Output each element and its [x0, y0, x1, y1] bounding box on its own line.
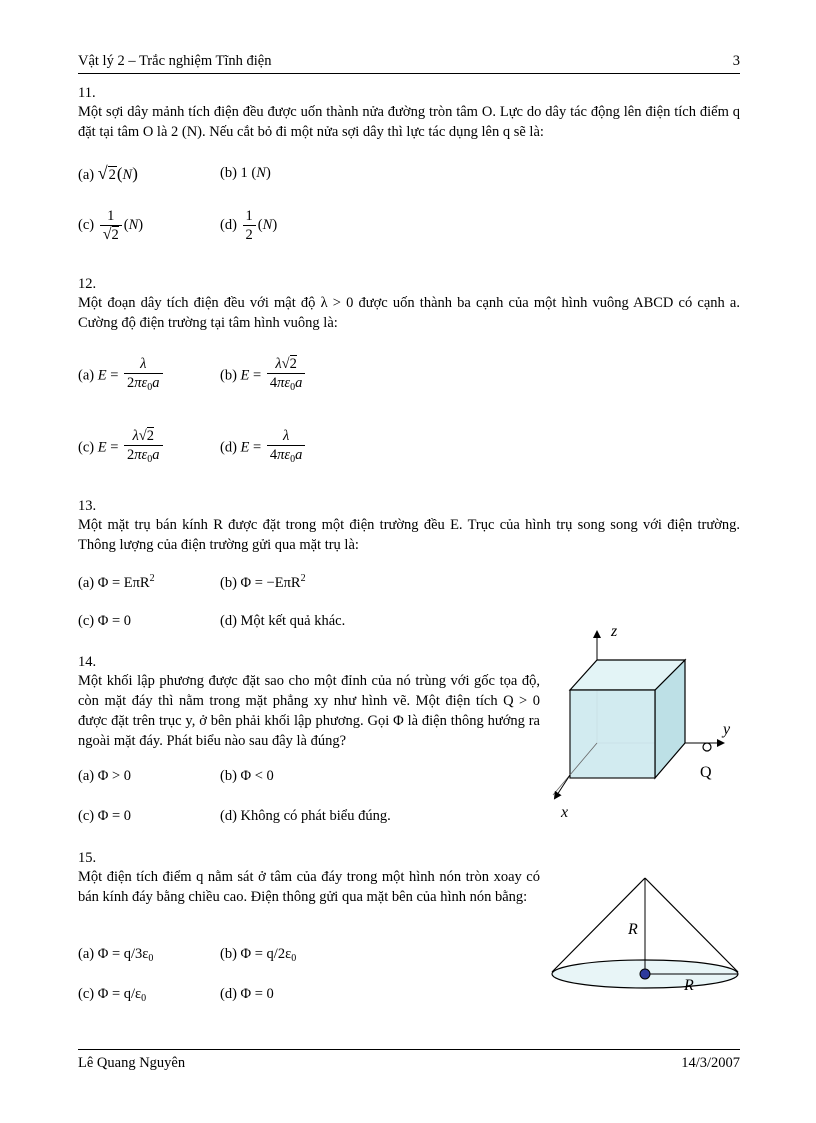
page-number: 3: [732, 53, 740, 69]
q13-option-d: (d) Một kết quả khác.: [220, 613, 346, 629]
question-13-number: 13.: [78, 498, 97, 514]
height-label: R: [628, 921, 638, 938]
radius-label: R: [684, 977, 694, 994]
q15-option-c: (c) $\Phi = q/\varepsilon_0$: [78, 986, 147, 1004]
footer-author: Lê Quang Nguyên: [78, 1055, 186, 1071]
page-footer: [78, 1049, 740, 1071]
question-11-number: 11.: [78, 85, 96, 101]
question-15-number: 15.: [78, 850, 97, 866]
cone-figure: [548, 868, 744, 998]
x-axis: [555, 775, 570, 798]
q-label: Q: [700, 764, 712, 781]
q15-option-a: (a) $\Phi = q/3\varepsilon_0$: [78, 946, 154, 964]
q12-option-a: (a) E = $\frac{\lambda}{2\pi\varepsilon_0a}$: [78, 355, 165, 397]
cube-front-face: [570, 690, 655, 778]
question-12-text: Một đoạn dây tích điện đều với mật độ λ > 0 được uốn thành ba cạnh của một hình vuông ABCD có cạnh a. Cường độ điện trường tại tâm hình vuông là:: [78, 295, 740, 331]
q15-option-b: (b) $\Phi = q/2\varepsilon_0$: [220, 946, 297, 964]
q12-option-c: (c) E = $\frac{\lambda√2}{2\pi\varepsilon_0a}$: [78, 427, 165, 469]
q11-option-b: (b) 1 (N): [220, 165, 271, 181]
cone-charge: [640, 969, 650, 979]
x-label: x: [561, 804, 569, 821]
q13-option-b: (b) Φ = −EπR$^2$: [220, 573, 306, 591]
q14-option-d: (d) Không có phát biểu đúng.: [220, 808, 391, 824]
q11-option-d: (d) $\frac{1}{2}$ (N): [220, 208, 278, 243]
q14-option-b: (b) Φ < 0: [220, 768, 274, 784]
page-header: [78, 51, 740, 74]
q11-option-c: (c) $\frac{1}{√2}$ (N): [78, 208, 144, 243]
cube-figure: [545, 620, 745, 830]
q15-option-d: (d) Φ = 0: [220, 986, 274, 1002]
q14-option-c: (c) Φ = 0: [78, 808, 131, 824]
question-14-number: 14.: [78, 654, 97, 670]
footer-date: 14/3/2007: [681, 1055, 740, 1071]
y-label: y: [723, 721, 731, 738]
q13-option-a: (a) Φ = EπR$^2$: [78, 573, 155, 591]
question-11-text: Một sợi dây mảnh tích điện đều được uốn thành nửa đường tròn tâm O. Lực do dây tác động lên điện tích điểm q đặt tại tâm O là 2 (N). Nếu cắt bỏ đi một nửa sợi dây thì lực tác dụng lên q sẽ là:: [78, 104, 740, 140]
q14-option-a: (a) Φ > 0: [78, 768, 131, 784]
question-15-text: Một điện tích điểm q nằm sát ở tâm của đáy trong một hình nón tròn xoay có bán kính đáy bằng chiều cao. Điện thông gửi qua mặt bên của hình nón bằng:: [78, 869, 540, 905]
z-label: z: [611, 623, 618, 640]
question-13-text: Một mặt trụ bán kính R được đặt trong một điện trường đều E. Trục của hình trụ song song với điện trường. Thông lượng của điện trường gửi qua mặt trụ là:: [78, 517, 740, 553]
q12-option-b: (b) E = $\frac{\lambda√2}{4\pi\varepsilon_0a}$: [220, 355, 307, 397]
q13-option-c: (c) Φ = 0: [78, 613, 131, 629]
header-title: Vật lý 2 – Trắc nghiệm Tĩnh điện: [78, 53, 272, 69]
q12-option-d: (d) E = $\frac{\lambda}{4\pi\varepsilon_0a}$: [220, 427, 307, 469]
charge-q: [703, 743, 711, 751]
q11-option-a: (a) √2(N): [78, 163, 138, 183]
cone-right-side: [645, 878, 738, 972]
question-12-number: 12.: [78, 276, 97, 292]
question-14-text: Một khối lập phương được đặt sao cho một đỉnh của nó trùng với gốc tọa độ, còn mặt đáy thì nằm trong mặt phẳng xy như hình vẽ. Một điện tích Q > 0 được đặt trên trục y, ở bên phải khối lập phương. Gọi Φ là điện thông hướng ra ngoài mặt đáy. Phát biểu nào sau đây là đúng?: [78, 673, 540, 749]
